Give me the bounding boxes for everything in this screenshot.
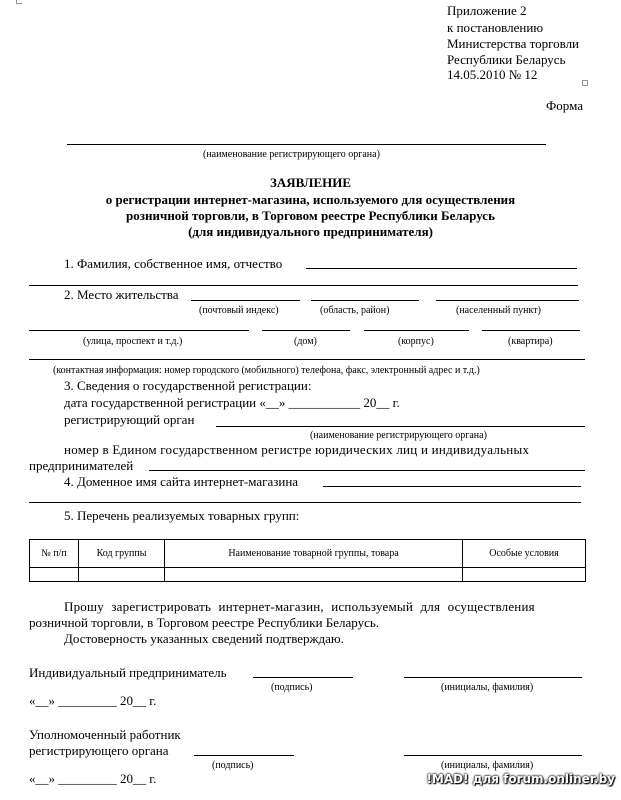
field-goods-label: 5. Перечень реализуемых товарных групп: [64, 508, 300, 523]
register-number-label: номер в Едином государственном регистре юридических лиц и индивидуальных [64, 442, 530, 457]
title-line-1: о регистрации интернет-магазина, используемого для осуществления [105, 192, 516, 207]
officer-name-line[interactable] [404, 755, 582, 756]
document-title: ЗАЯВЛЕНИЕ [269, 175, 352, 190]
field-full-name-label: 1. Фамилия, собственное имя, отчество [64, 256, 283, 271]
flat-line[interactable] [482, 330, 580, 331]
table-cell[interactable] [463, 568, 586, 582]
domain-line[interactable] [323, 486, 581, 487]
house-line[interactable] [262, 330, 350, 331]
officer-date-field[interactable]: «__» _________ 20__ г. [29, 771, 157, 786]
registering-body-line [67, 144, 546, 145]
col-name-header: Наименование товарной группы, товара [165, 540, 463, 568]
postal-code-caption: (почтовый индекс) [199, 305, 279, 316]
postal-code-line[interactable] [191, 300, 300, 301]
officer-signature-line[interactable] [194, 755, 294, 756]
registering-body-field-caption: (наименование регистрирующего органа) [310, 430, 487, 441]
entrepreneur-name-caption: (инициалы, фамилия) [441, 682, 534, 693]
annex-line-1: Приложение 2 [447, 3, 527, 18]
watermark: !MAD! для forum.onliner.by [426, 772, 615, 786]
register-number-line[interactable] [149, 470, 585, 471]
col-number-header: № п/п [30, 540, 79, 568]
table-cell[interactable] [79, 568, 165, 582]
request-line-3: Достоверность указанных сведений подтверждаю. [64, 631, 344, 646]
goods-table-header [30, 540, 586, 568]
form-label: Форма [546, 98, 583, 113]
registration-date-field[interactable]: дата государственной регистрации «__» ___________ 20__ г. [64, 395, 400, 410]
flat-caption: (квартира) [508, 336, 553, 347]
entrepreneur-signature-line[interactable] [253, 677, 353, 678]
title-line-2: розничной торговли, в Торговом реестре Республики Беларусь [126, 208, 495, 223]
annex-line-4: Республики Беларусь [447, 52, 566, 67]
contact-line[interactable] [29, 359, 585, 360]
title-line-3: (для индивидуального предпринимателя) [188, 224, 433, 239]
field-full-name-line-2[interactable] [29, 285, 578, 286]
entrepreneur-label: Индивидуальный предприниматель [29, 665, 227, 680]
col-code-header: Код группы [79, 540, 165, 568]
field-residence-label: 2. Место жительства [64, 287, 179, 302]
street-line[interactable] [29, 330, 249, 331]
street-caption: (улица, проспект и т.д.) [83, 336, 183, 347]
officer-label-1: Уполномоченный работник [29, 727, 181, 742]
block-line[interactable] [364, 330, 469, 331]
page-corner-mark [582, 80, 588, 86]
settlement-line[interactable] [436, 300, 579, 301]
region-line[interactable] [311, 300, 419, 301]
registering-body-field-line[interactable] [216, 426, 585, 427]
entrepreneur-date-field[interactable]: «__» _________ 20__ г. [29, 693, 157, 708]
registering-body-label: регистрирующий орган [64, 412, 195, 427]
field-registration-label: 3. Сведения о государственной регистрации: [64, 378, 312, 393]
settlement-caption: (населенный пункт) [456, 305, 541, 316]
annex-line-5: 14.05.2010 № 12 [447, 67, 538, 82]
region-caption: (область, район) [320, 305, 390, 316]
annex-line-2: к постановлению [447, 20, 544, 35]
domain-line-2[interactable] [29, 502, 581, 503]
table-cell[interactable] [165, 568, 463, 582]
entrepreneur-name-line[interactable] [404, 677, 582, 678]
officer-label-2: регистрирующего органа [29, 743, 169, 758]
field-full-name-line[interactable] [306, 268, 577, 269]
registering-body-caption: (наименование регистрирующего органа) [203, 149, 380, 160]
request-line-2: розничной торговли, в Торговом реестре Республики Беларусь. [29, 615, 380, 630]
annex-line-3: Министерства торговли [447, 36, 580, 51]
col-special-header: Особые условия [463, 540, 586, 568]
officer-signature-caption: (подпись) [212, 760, 254, 771]
house-caption: (дом) [294, 336, 317, 347]
register-number-label-2: предпринимателей [29, 458, 134, 473]
page-corner-mark [16, 0, 22, 4]
officer-name-caption: (инициалы, фамилия) [441, 760, 534, 771]
table-row [30, 568, 586, 582]
request-line-1: Прошу зарегистрировать интернет-магазин, используемый для осуществления [64, 599, 535, 614]
contact-caption: (контактная информация: номер городского (мобильного) телефона, факс, электронный адрес и т.д.) [53, 365, 480, 376]
table-cell[interactable] [30, 568, 79, 582]
field-domain-label: 4. Доменное имя сайта интернет-магазина [64, 474, 299, 489]
entrepreneur-signature-caption: (подпись) [271, 682, 313, 693]
block-caption: (корпус) [398, 336, 434, 347]
goods-table [29, 539, 586, 582]
